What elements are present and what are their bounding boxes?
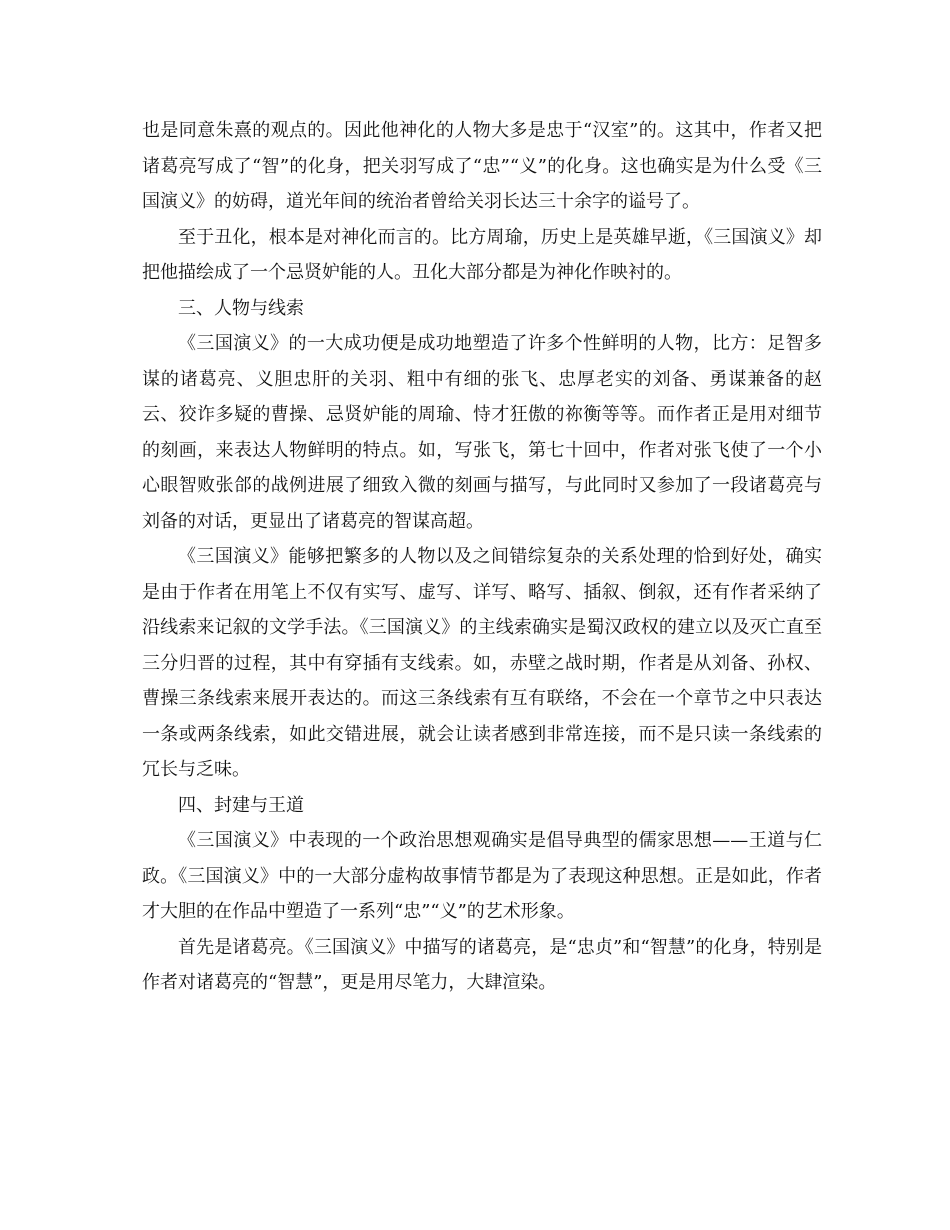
paragraph-zhuge-liang: 首先是诸葛亮。《三国演义》中描写的诸葛亮，是“忠贞”和“智慧”的化身，特别是作者对诸葛亮的“智慧”，更是用尽笔力，大肆渲染。 bbox=[142, 936, 822, 993]
document-body bbox=[142, 113, 822, 1001]
paragraph-characters: 《三国演义》的一大成功便是成功地塑造了许多个性鲜明的人物，比方：足智多谋的诸葛亮、义胆忠肝的关羽、粗中有细的张飞、忠厚老实的刘备、勇谋兼备的赵云、狡诈多疑的曹操、忌贤妒能的周瑜、恃才狂傲的祢衡等等。而作者正是用对细节的刻画，来表达人物鲜明的特点。如，写张飞，第七十回中，作者对张飞使了一个小心眼智败张郃的战例进展了细致入微的刻画与描写，与此同时又参加了一段诸葛亮与刘备的对话，更显出了诸葛亮的智谋高超。 bbox=[142, 333, 822, 532]
section-heading-feudalism-and-kingly-way: 四、封建与王道 bbox=[178, 794, 304, 816]
paragraph-continuation: 也是同意朱熹的观点的。因此他神化的人物大多是忠于“汉室”的。这其中，作者又把诸葛亮写成了“智”的化身，把关羽写成了“忠”“义”的化身。这也确实是为什么受《三国演义》的妨碍，道光年间的统治者曾给关羽长达三十余字的谥号了。 bbox=[142, 120, 822, 212]
paragraph-kingly-way: 《三国演义》中表现的一个政治思想观确实是倡导典型的儒家思想——王道与仁政。《三国演义》中的一大部分虚构故事情节都是为了表现这种思想。正是如此，作者才大胆的在作品中塑造了一系列“忠”“义”的艺术形象。 bbox=[142, 830, 822, 922]
section-heading-characters-and-clues: 三、人物与线索 bbox=[178, 297, 304, 319]
paragraph-clues: 《三国演义》能够把繁多的人物以及之间错综复杂的关系处理的恰到好处，确实是由于作者在用笔上不仅有实写、虚写、详写、略写、插叙、倒叙，还有作者采纳了沿线索来记叙的文学手法。《三国演义》的主线索确实是蜀汉政权的建立以及灭亡直至三分归晋的过程，其中有穿插有支线索。如，赤壁之战时期，作者是从刘备、孙权、曹操三条线索来展开表达的。而这三条线索有互有联络，不会在一个章节之中只表达一条或两条线索，如此交错进展，就会让读者感到非常连接，而不是只读一条线索的冗长与乏味。 bbox=[142, 546, 822, 780]
paragraph-uglification: 至于丑化，根本是对神化而言的。比方周瑜，历史上是英雄早逝，《三国演义》却把他描绘成了一个忌贤妒能的人。丑化大部分都是为神化作映衬的。 bbox=[142, 226, 822, 283]
